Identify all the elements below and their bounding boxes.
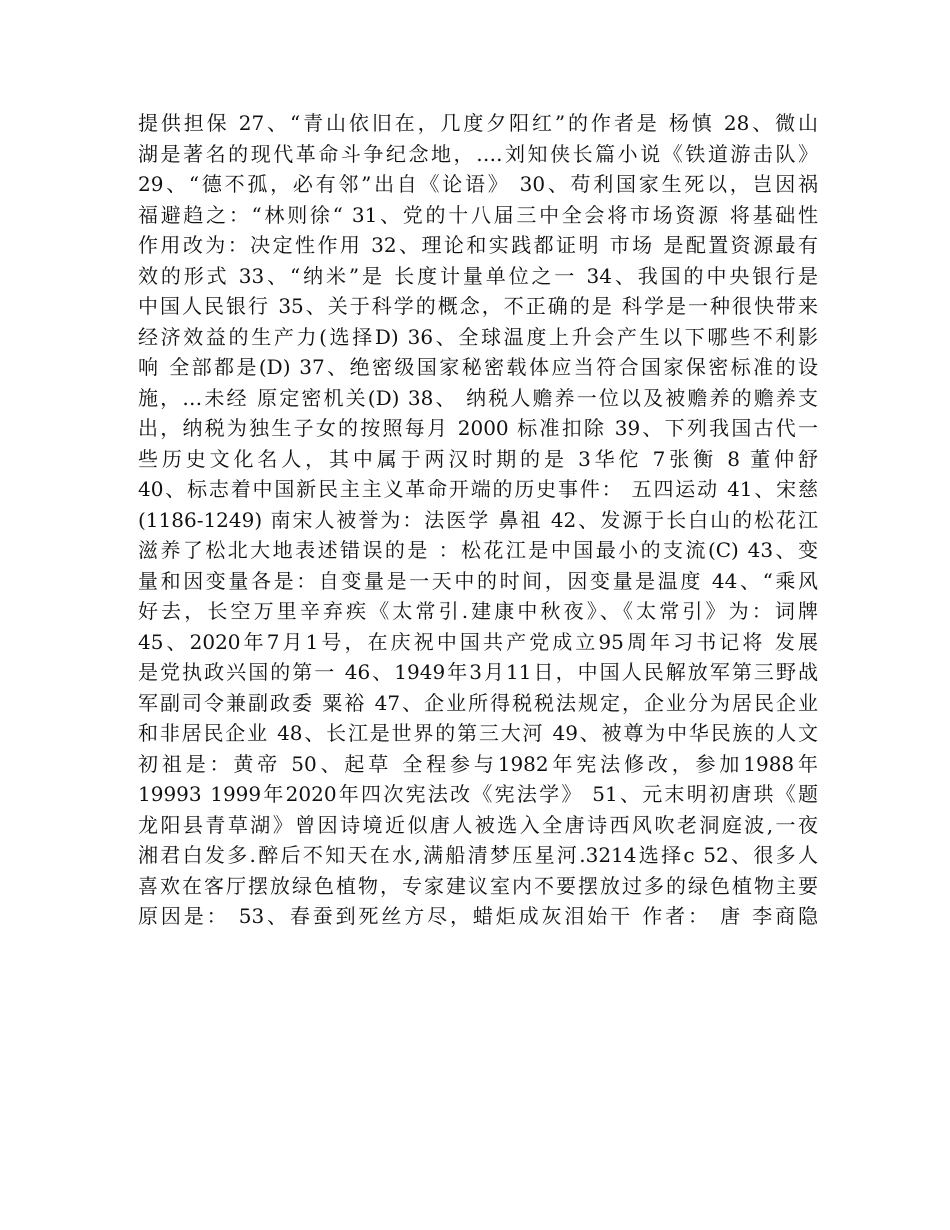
text-line: 龙阳县青草湖》曾因诗境近似唐人被选入全唐诗西风吹老洞庭波,一夜 <box>138 812 818 837</box>
text-line: 19993 1999年2020年四次宪法改《宪法学》 51、元末明初唐珙《题 <box>138 782 818 806</box>
text-line: 军副司令兼副政委 粟裕 47、企业所得税税法规定，企业分为居民企业 <box>138 690 818 715</box>
text-line: 响 全部都是(D) 37、绝密级国家秘密载体应当符合国家保密标准的设 <box>138 355 818 379</box>
text-line: 40、标志着中国新民主主义革命开端的历史事件： 五四运动 41、宋慈 <box>138 477 818 501</box>
text-line: (1186-1249) 南宋人被誉为：法医学 鼻祖 42、发源于长白山的松花江 <box>138 507 818 532</box>
text-line: 中国人民银行 35、关于科学的概念，不正确的是 科学是一种很快带来 <box>138 294 818 318</box>
text-line: 量和因变量各是：自变量是一天中的时间，因变量是温度 44、“乘风 <box>138 568 818 593</box>
text-line: 湘君白发多.醉后不知天在水,满船清梦压星河.3214选择c 52、很多人 <box>138 843 818 867</box>
text-line: 原因是： 53、春蚕到死丝方尽，蜡炬成灰泪始干 作者： 唐 李商隐 <box>138 904 818 928</box>
text-line: 施，…未经 原定密机关(D) 38、 纳税人赡养一位以及被赡养的赡养支 <box>138 385 818 410</box>
text-line: 经济效益的生产力(选择D) 36、全球温度上升会产生以下哪些不利影 <box>138 324 818 349</box>
text-line: 初祖是：黄帝 50、起草 全程参与1982年宪法修改，参加1988年 <box>138 751 818 776</box>
text-line: 效的形式 33、“纳米”是 长度计量单位之一 34、我国的中央银行是 <box>138 263 818 288</box>
text-line: 作用改为：决定性作用 32、理论和实践都证明 市场 是配置资源最有 <box>138 233 818 257</box>
document-body-text <box>138 108 818 932</box>
text-line: 提供担保 27、“青山依旧在，几度夕阳红”的作者是 杨慎 28、微山 <box>138 111 818 135</box>
text-line: 是党执政兴国的第一 46、1949年3月11日，中国人民解放军第三野战 <box>138 660 818 684</box>
text-line: 福避趋之：“林则徐“ 31、党的十八届三中全会将市场资源 将基础性 <box>138 202 818 227</box>
text-line: 好去，长空万里辛弃疾《太常引.建康中秋夜》、《太常引》为：词牌 <box>138 599 818 623</box>
text-line: 29、“德不孤，必有邻”出自《论语》 30、苟利国家生死以，岂因祸 <box>138 172 818 196</box>
text-line: 喜欢在客厅摆放绿色植物，专家建议室内不要摆放过多的绿色植物主要 <box>138 873 818 898</box>
text-line: 湖是著名的现代革命斗争纪念地，….刘知侠长篇小说《铁道游击队》 <box>138 141 818 166</box>
text-line: 出，纳税为独生子女的按照每月 2000 标准扣除 39、下列我国古代一 <box>138 416 818 440</box>
text-line: 和非居民企业 48、长江是世界的第三大河 49、被尊为中华民族的人文 <box>138 721 818 745</box>
text-line: 45、2020年7月1号，在庆祝中国共产党成立95周年习书记将 发展 <box>138 629 818 654</box>
text-line: 滋养了松北大地表述错误的是 ：松花江是中国最小的支流(C) 43、变 <box>138 538 818 562</box>
text-line: 些历史文化名人，其中属于两汉时期的是 3华佗 7张衡 8 董仲舒 <box>138 446 818 471</box>
